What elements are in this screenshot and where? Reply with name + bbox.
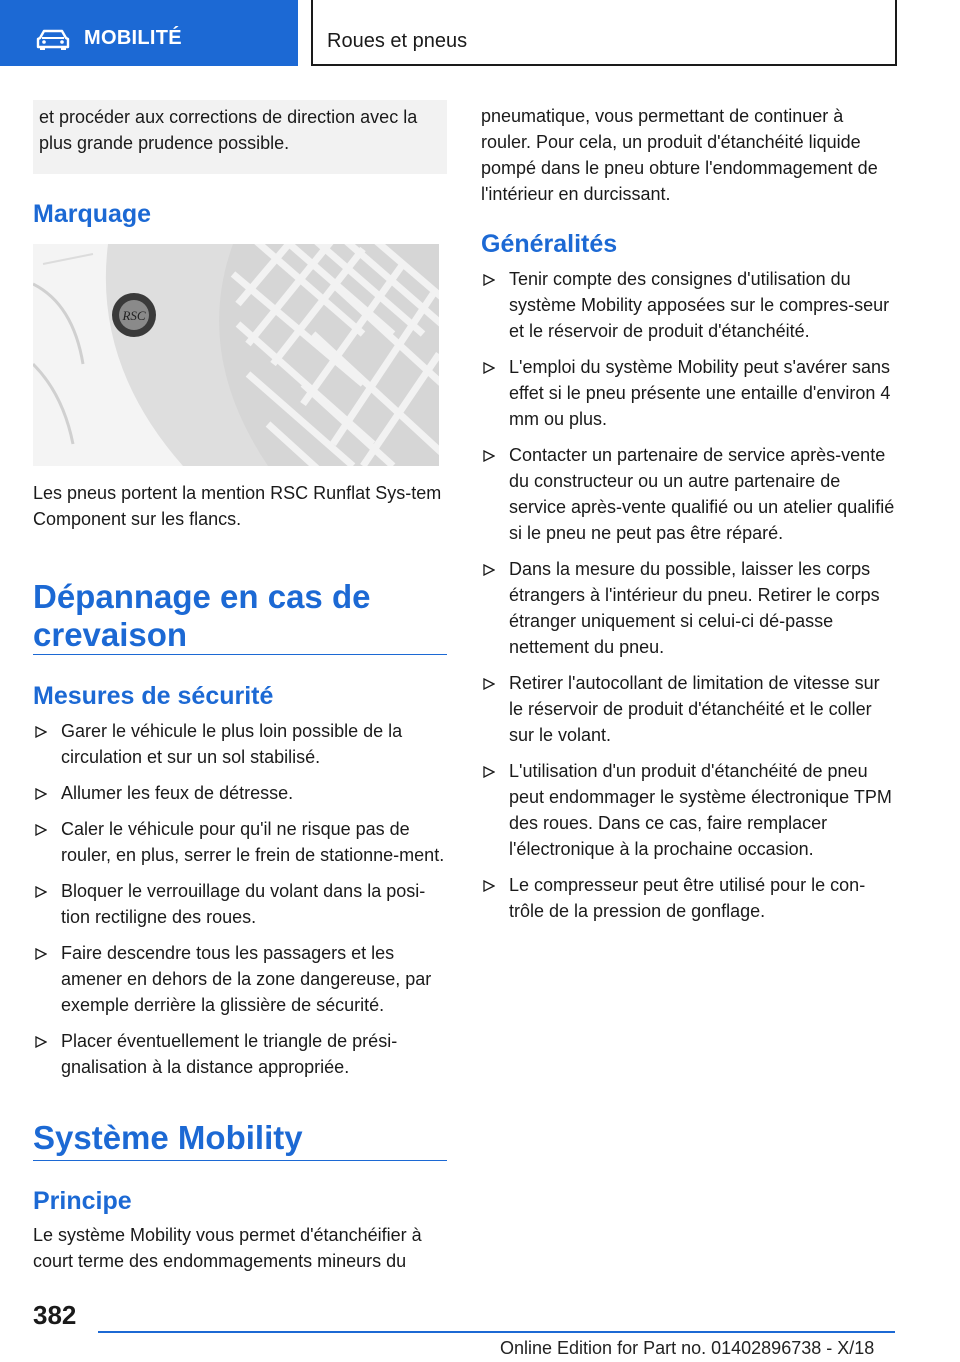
mesures-list — [33, 718, 447, 1090]
list-item — [481, 556, 896, 660]
list-item — [33, 816, 447, 868]
rsc-logo-icon — [112, 293, 156, 337]
triangle-bullet-icon — [35, 886, 47, 898]
continued-text: pneumatique, vous permettant de continuer à rouler. Pour cela, un produit d'étanchéité liquide pompé dans le pneu obture l'endommagement de l'intérieur en durcissant. — [481, 106, 878, 204]
list-item-text: L'utilisation d'un produit d'étanchéité de pneu peut endommager le système électronique TPM des roues. Dans ce cas, faire remplacer l'électronique à la prochaine occasion. — [509, 761, 892, 859]
list-item-text: Tenir compte des consignes d'utilisation du système Mobility apposées sur le compres-seur et le réservoir de produit d'étanchéité. — [509, 269, 890, 341]
note-box — [33, 100, 447, 174]
list-item — [481, 442, 896, 546]
triangle-bullet-icon — [35, 948, 47, 960]
generalites-list — [481, 266, 896, 934]
list-item — [481, 872, 896, 924]
list-item-text: Dans la mesure du possible, laisser les corps étrangers à l'intérieur du pneu. Retirer le corps étranger uniquement si celui-ci dé-passe nettement du pneu. — [509, 559, 880, 657]
list-item — [33, 1028, 447, 1080]
heading-generalites: Généralités — [481, 230, 618, 258]
tire-illustration — [33, 244, 439, 466]
list-item-text: Bloquer le verrouillage du volant dans la posi-tion rectiligne des roues. — [61, 881, 426, 927]
list-item-text: Placer éventuellement le triangle de prési-gnalisation à la distance appropriée. — [61, 1031, 398, 1077]
triangle-bullet-icon — [483, 362, 495, 374]
list-item — [33, 940, 447, 1018]
page-header — [0, 0, 960, 66]
triangle-bullet-icon — [483, 880, 495, 892]
triangle-bullet-icon — [483, 274, 495, 286]
car-icon — [36, 29, 70, 51]
chapter-tab — [311, 0, 897, 66]
heading-marquage: Marquage — [33, 200, 152, 228]
list-item-text: L'emploi du système Mobility peut s'avérer sans effet si le pneu présente une entaille d'environ 4 mm ou plus. — [509, 357, 891, 429]
list-item — [33, 878, 447, 930]
triangle-bullet-icon — [483, 564, 495, 576]
page-number: 382 — [33, 1300, 77, 1330]
list-item — [481, 670, 896, 748]
triangle-bullet-icon — [483, 678, 495, 690]
section-rule — [33, 1160, 447, 1161]
list-item — [481, 266, 896, 344]
list-item-text: Retirer l'autocollant de limitation de vitesse sur le réservoir de produit d'étanchéité et le coller sur le volant. — [509, 673, 880, 745]
list-item-text: Allumer les feux de détresse. — [61, 783, 294, 803]
edition-text: Online Edition for Part no. 01402896738 - X/18 — [500, 1338, 875, 1358]
list-item — [33, 718, 447, 770]
svg-text:RSC: RSC — [122, 308, 146, 323]
triangle-bullet-icon — [35, 1036, 47, 1048]
section-rule — [33, 654, 447, 655]
heading-mesures: Mesures de sécurité — [33, 682, 274, 710]
list-item-text: Caler le véhicule pour qu'il ne risque pas de rouler, en plus, serrer le frein de stationne-ment. — [61, 819, 445, 865]
footer-rule — [98, 1331, 895, 1333]
list-item — [481, 354, 896, 432]
tire-figure — [33, 244, 439, 466]
list-item-text: Contacter un partenaire de service après-vente du constructeur ou un autre partenaire de service après-vente qualifié ou un atelier qualifié si le pneu ne peut pas être réparé. — [509, 445, 895, 543]
triangle-bullet-icon — [483, 766, 495, 778]
section-tab — [0, 0, 298, 66]
list-item — [481, 758, 896, 862]
list-item-text: Faire descendre tous les passagers et les amener en dehors de la zone dangereuse, par exemple derrière la glissière de sécurité. — [61, 943, 432, 1015]
triangle-bullet-icon — [35, 824, 47, 836]
list-item-text: Garer le véhicule le plus loin possible de la circulation et sur un sol stabilisé. — [61, 721, 403, 767]
figure-caption: Les pneus portent la mention RSC Runflat Sys-tem Component sur les flancs. — [33, 483, 442, 529]
triangle-bullet-icon — [483, 450, 495, 462]
section-title: MOBILITÉ — [84, 27, 182, 49]
list-item-text: Le compresseur peut être utilisé pour le con-trôle de la pression de gonflage. — [509, 875, 866, 921]
triangle-bullet-icon — [35, 726, 47, 738]
note-text: et procéder aux corrections de direction avec la plus grande prudence possible. — [39, 107, 418, 153]
triangle-bullet-icon — [35, 788, 47, 800]
heading-systeme: Système Mobility — [33, 1119, 303, 1156]
heading-depannage: Dépannage en cas de crevaison — [33, 578, 371, 653]
principe-text: Le système Mobility vous permet d'étanchéifier à court terme des endommagements mineurs du — [33, 1225, 422, 1271]
list-item — [33, 780, 447, 806]
chapter-title: Roues et pneus — [327, 30, 468, 52]
heading-principe: Principe — [33, 1187, 132, 1215]
